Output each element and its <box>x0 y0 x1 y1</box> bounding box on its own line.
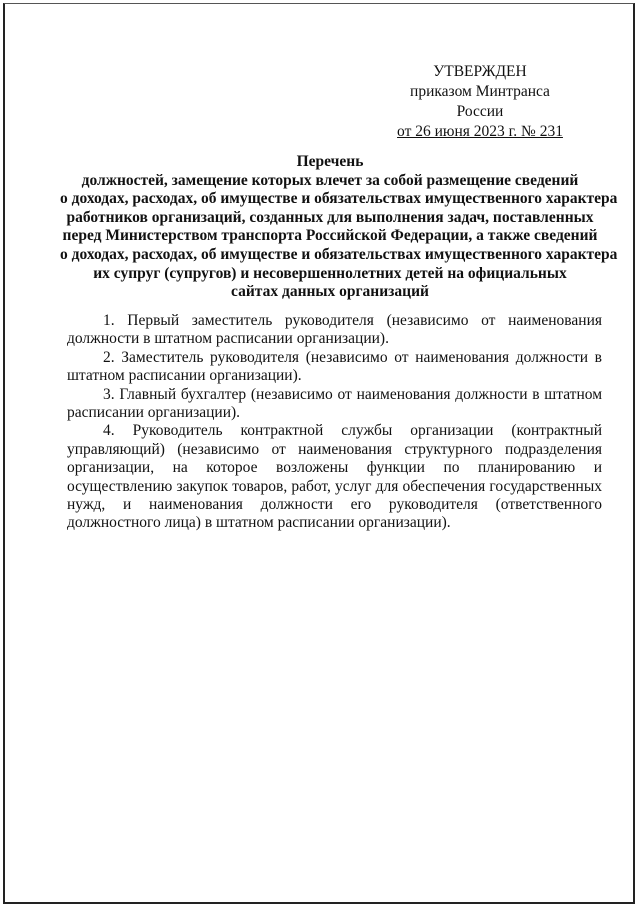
title-line: сайтах данных организаций <box>231 283 429 301</box>
title-line: их супруг (супругов) и несовершеннолетних детей на официальных <box>93 264 567 282</box>
approval-title: УТВЕРЖДЕН <box>433 63 527 80</box>
approval-date-number: от 26 июня 2023 г. № 231 <box>397 123 563 140</box>
list-item <box>67 422 602 532</box>
item-text: Первый заместитель руководителя (независимо от наименования должности в штатном расписании организации). <box>67 312 602 348</box>
title-line: о доходах, расходах, об имуществе и обязательствах имущественного характера <box>60 190 618 208</box>
item-number: 4. <box>103 422 115 440</box>
list-item <box>67 349 602 386</box>
positions-list <box>67 312 602 533</box>
title-line: перед Министерством транспорта Российской Федерации, а также сведений <box>62 227 598 245</box>
title-line: работников организаций, созданных для выполнения задач, поставленных <box>66 208 594 226</box>
title-line: о доходах, расходах, об имуществе и обязательствах имущественного характера <box>60 245 618 263</box>
document-title <box>60 153 618 302</box>
approval-order: приказом Минтранса России <box>410 83 550 120</box>
title-line: должностей, замещение которых влечет за собой размещение сведений <box>81 171 579 189</box>
item-number: 3. <box>103 385 115 403</box>
item-text: Руководитель контрактной службы организации (контрактный управляющий) (независимо от наименования структурного подразделения организации, на которое возложены функции по планированию и осуществлению закупок товаров, работ, услуг для обеспечения государственных нужд, и наименования должности его руководителя (ответственного должностного лица) в штатном расписании организации). <box>67 422 603 532</box>
item-number: 2. <box>103 348 115 366</box>
title-heading: Перечень <box>296 153 364 170</box>
list-item <box>67 386 602 423</box>
item-number: 1. <box>103 312 115 329</box>
approval-stamp <box>385 62 575 142</box>
item-text: Заместитель руководителя (независимо от наименования должности в штатном расписании организации). <box>67 348 603 385</box>
list-item <box>67 312 602 349</box>
item-text: Главный бухгалтер (независимо от наименования должности в штатном расписании организации). <box>67 385 603 422</box>
